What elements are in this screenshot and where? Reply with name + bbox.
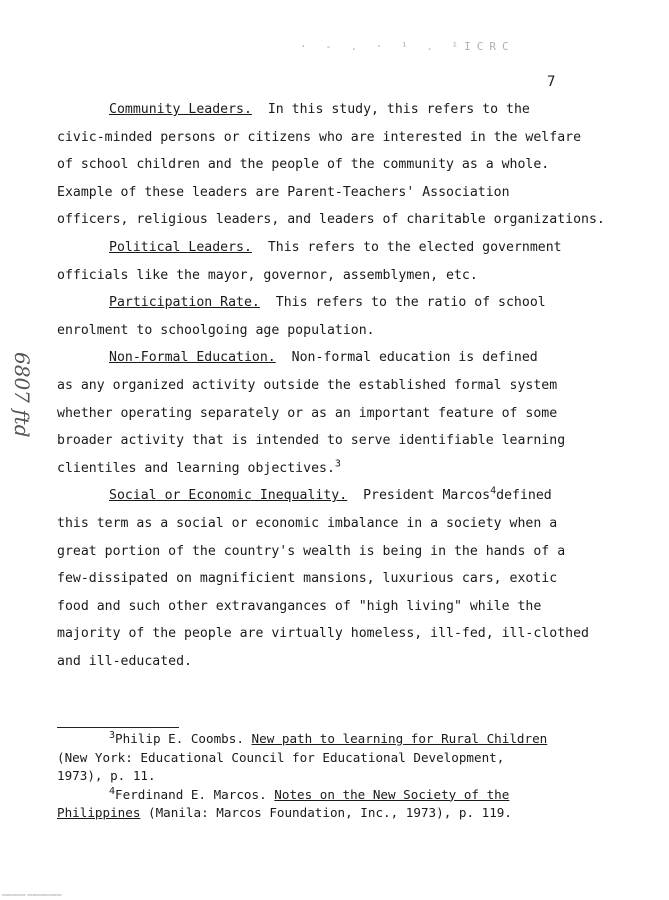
text: In this study, this refers to the [267,102,530,117]
footnote-title: New path to learning for Rural Children [251,731,548,746]
paragraph-nonformal-line-5 [57,455,617,483]
definitions-body [57,96,617,675]
text: President Marcos [363,488,491,504]
paragraph-inequality-line-4: few-dissipated on magnificient mansions, luxurious cars, exotic [57,571,558,587]
paragraph-inequality-line-7: and ill-educated. [57,653,192,669]
paragraph-political-line-1 [57,234,617,262]
paragraph-community-line-5: officers, religious leaders, and leaders of charitable organizations. [57,212,605,228]
paragraph-nonformal-line-1 [57,344,617,372]
term-social-economic-inequality: Social or Economic Inequality. [109,488,348,504]
footnote-4-line-2 [57,804,617,823]
term-political-leaders: Political Leaders. [109,239,252,255]
footnotes [57,730,617,823]
paragraph-participation-line-1 [57,289,617,317]
text: defined [496,488,552,504]
paragraph-inequality-line-5: food and such other extravangances of "high living" while the [57,598,542,614]
text: This refers to the ratio of school [275,295,546,311]
faded-stamp: · - . · ¹ . ¹ICRC [300,40,515,53]
paragraph-community-line-4: Example of these leaders are Parent-Teachers' Association [57,184,510,200]
term-participation-rate: Participation Rate. [109,295,260,311]
footnote-ref-4: 4 [490,485,497,497]
margin-note-text: 6807 ftd [10,352,34,438]
footnote-3-line-3: 1973), p. 11. [57,768,156,783]
text: clientiles and learning objectives. [57,460,335,476]
footnote-3-line-1 [57,730,617,749]
footnote-title: Notes on the New Society of the [274,786,510,802]
paragraph-community-line-3: of school children and the people of the community as a whole. [57,157,550,173]
footnote-number-4: 4 [109,785,116,797]
paragraph-inequality-line-1 [57,482,617,510]
footnote-author: Philip E. Coombs. [115,731,244,746]
paragraph-nonformal-line-2: as any organized activity outside the established formal system [57,377,558,393]
paragraph-political-line-2: officials like the mayor, governor, assemblymen, etc. [57,267,478,283]
footnote-ref-3: 3 [334,458,341,470]
paragraph-nonformal-line-4: broader activity that is intended to serve identifiable learning [57,433,566,449]
footnote-title-cont: Philippines [57,805,141,820]
scan-identifier: 0000000000000 0000000000000000000 [2,893,62,897]
paragraph-community-line-2: civic-minded persons or citizens who are interested in the welfare [57,129,582,145]
term-non-formal-education: Non-Formal Education. [109,350,276,366]
text: This refers to the elected government [267,239,562,255]
paragraph-inequality-line-6: majority of the people are virtually homeless, ill-fed, ill-clothed [57,626,589,642]
footnote-3-line-2: (New York: Educational Council for Educational Development, [57,749,505,765]
handwritten-margin-note [10,352,120,438]
term-community-leaders: Community Leaders. [109,102,252,117]
footnote-separator [57,727,179,728]
footnote-4-line-1 [57,786,617,805]
paragraph-inequality-line-3: great portion of the country's wealth is being in the hands of a [57,543,566,559]
paragraph-inequality-line-2: this term as a social or economic imbalance in a society when a [57,515,558,531]
footnote-author: Ferdinand E. Marcos. [115,786,267,802]
text: Non-formal education is defined [291,350,538,366]
footnote-number-3: 3 [109,729,116,741]
paragraph-participation-line-2: enrolment to schoolgoing age population. [57,322,375,338]
paragraph-nonformal-line-3: whether operating separately or as an important feature of some [57,405,558,421]
paragraph-community-line-1 [57,96,617,124]
footnote-publisher: (Manila: Marcos Foundation, Inc., 1973), p. 119. [148,805,512,820]
page-number: 7 [547,74,556,90]
